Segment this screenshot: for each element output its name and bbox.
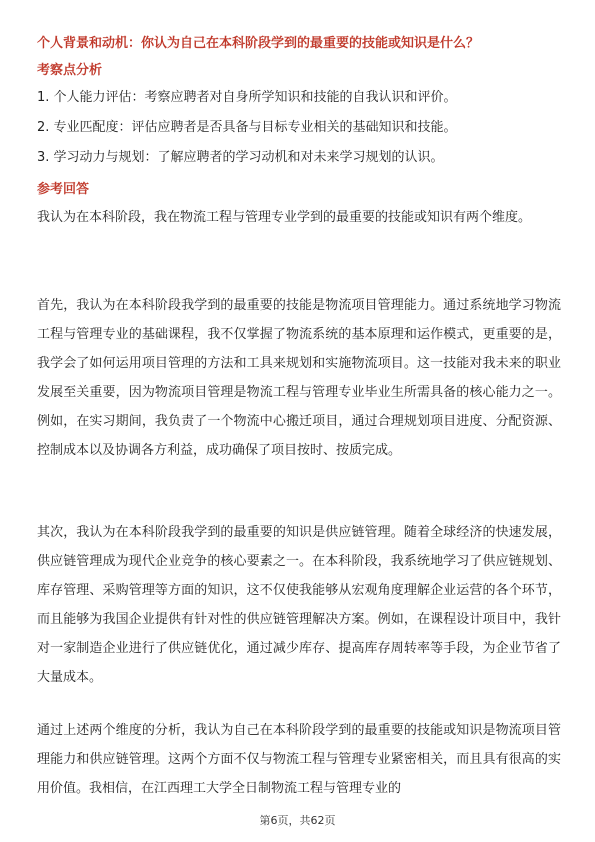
list-item: 2. 专业匹配度：评估应聘者是否具备与目标专业相关的基础知识和技能。 [37, 120, 457, 135]
analysis-list [37, 88, 567, 178]
answer-heading: 参考回答 [37, 182, 90, 197]
list-item: 3. 学习动力与规划：了解应聘者的学习动机和对未来学习规划的认识。 [37, 150, 444, 165]
answer-paragraph: 其次，我认为在本科阶段我学到的最重要的知识是供应链管理。随着全球经济的快速发展，供应链管理成为现代企业竞争的核心要素之一。在本科阶段，我系统地学习了供应链规划、库存管理、采购管理等方面的知识，这不仅使我能够从宏观角度理解企业运营的各个环节，而且能够为我国企业提供有针对性的供应链管理解决方案。例如，在课程设计项目中，我针对一家制造企业进行了供应链优化，通过减少库存、提高库存周转率等手段，为企业节省了大量成本。 [37, 525, 561, 685]
answer-paragraph: 我认为在本科阶段，我在物流工程与管理专业学到的最重要的技能或知识有两个维度。 [37, 210, 532, 225]
question-title: 个人背景和动机：你认为自己在本科阶段学到的最重要的技能或知识是什么？ [37, 36, 480, 51]
page-number: 第6页，共62页 [259, 814, 336, 827]
answer-paragraph: 通过上述两个维度的分析，我认为自己在本科阶段学到的最重要的技能或知识是物流项目管理能力和供应链管理。这两个方面不仅与物流工程与管理专业紧密相关，而且具有很高的实用价值。我相信，在江西理工大学全日制物流工程与管理专业的 [37, 723, 561, 796]
list-item: 1. 个人能力评估：考察应聘者对自身所学知识和技能的自我认识和评价。 [37, 90, 457, 105]
answer-paragraph: 首先，我认为在本科阶段我学到的最重要的技能是物流项目管理能力。通过系统地学习物流工程与管理专业的基础课程，我不仅掌握了物流系统的基本原理和运作模式，更重要的是，我学会了如何运用项目管理的方法和工具来规划和实施物流项目。这一技能对我未来的职业发展至关重要，因为物流项目管理是物流工程与管理专业毕业生所需具备的核心能力之一。例如，在实习期间，我负责了一个物流中心搬迁项目，通过合理规划项目进度、分配资源、控制成本以及协调各方利益，成功确保了项目按时、按质完成。 [37, 298, 561, 458]
analysis-heading: 考察点分析 [37, 63, 103, 78]
